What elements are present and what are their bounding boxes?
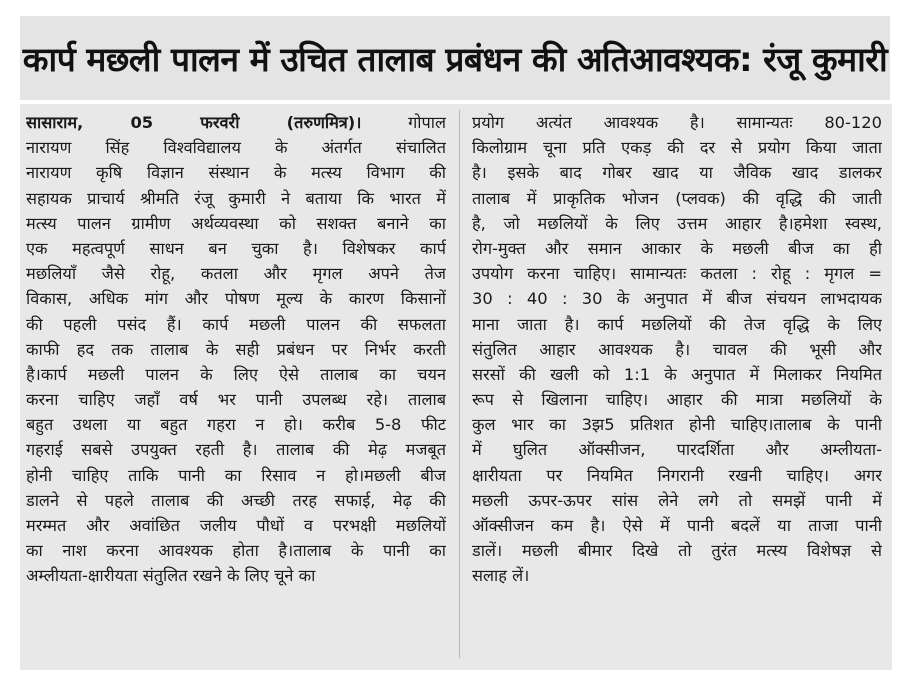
article-line: उपयोग करना चाहिए। सामान्यतः कतला : रोहू : मृगल =	[472, 264, 882, 284]
article-line: होनी चाहिए ताकि पानी का रिसाव न हो।मछली बीज	[26, 465, 446, 485]
article-line: में घुलित ऑक्सीजन, पारदर्शिता और अम्लीयता-	[472, 440, 882, 460]
article-line: नारायण सिंह विश्वविद्यालय के अंतर्गत संचालित	[26, 138, 446, 158]
article-line: अम्लीयता-क्षारीयता संतुलित रखने के लिए चूने का	[26, 566, 316, 586]
article-line: डालने से पहले तालाब की अच्छी तरह सफाई, मेढ़ की	[26, 490, 446, 510]
article-left-column	[26, 110, 446, 664]
article-dateline: सासाराम, 05 फरवरी (तरुणमित्र)।	[26, 113, 362, 132]
article-line: किलोग्राम चूना प्रति एकड़ की दर से प्रयोग किया जाता	[472, 138, 882, 158]
article-line: मछलियाँ जैसे रोहू, कतला और मृगल अपने तेज	[26, 264, 446, 284]
article-line: संतुलित आहार आवश्यक है। चावल की भूसी और	[472, 339, 882, 359]
article-line: रोग-मुक्त और समान आकार के मछली बीज का ही	[472, 238, 882, 258]
article-line: मत्स्य पालन ग्रामीण अर्थव्यवस्था को सशक्त बनाने का	[26, 213, 446, 233]
article-line: ऑक्सीजन कम है। ऐसे में पानी बदलें या ताजा पानी	[472, 516, 882, 535]
article-line: रूप से खिलाना चाहिए। आहार की मात्रा मछलियों के	[472, 390, 882, 410]
article-line: है।कार्प मछली पालन के लिए ऐसे तालाब का चयन	[26, 364, 446, 384]
article-line: करना चाहिए जहाँ वर्ष भर पानी उपलब्ध रहे। तालाब	[26, 390, 446, 410]
article-line: का नाश करना आवश्यक होता है।तालाब के पानी का	[26, 541, 446, 561]
article-line: विकास, अधिक मांग और पोषण मूल्य के कारण किसानों	[26, 289, 446, 309]
article-headline: कार्प मछली पालन में उचित तालाब प्रबंधन की अतिआवश्यक: रंजू कुमारी	[22, 40, 888, 79]
article-line: नारायण कृषि विज्ञान संस्थान के मत्स्य विभाग की	[26, 163, 446, 183]
article-line: गहराई सबसे उपयुक्त रहती है। तालाब की मेढ़ मजबूत	[26, 440, 446, 460]
article-line: 30 : 40 : 30 के अनुपात में बीज संचयन लाभदायक	[472, 289, 882, 309]
article-line: माना जाता है। कार्प मछलियों की तेज वृद्धि के लिए	[472, 314, 882, 334]
article-line: है, जो मछलियों के लिए उत्तम आहार है।हमेशा स्वस्थ,	[472, 213, 882, 233]
article-line: सलाह लें।	[472, 566, 530, 586]
article-line: काफी हद तक तालाब के सही प्रबंधन पर निर्भर करती	[26, 339, 446, 359]
column-divider	[459, 110, 460, 658]
article-line: डालें। मछली बीमार दिखे तो तुरंत मत्स्य विशेषज्ञ से	[472, 541, 882, 561]
article-line: है। इसके बाद गोबर खाद या जैविक खाद डालकर	[472, 163, 882, 183]
article-line: प्रयोग अत्यंत आवश्यक है। सामान्यतः 80-120	[472, 113, 882, 132]
article-line: एक महत्वपूर्ण साधन बन चुका है। विशेषकर कार्प	[26, 238, 446, 258]
article-line: कुल भार का 3झ5 प्रतिशत होनी चाहिए।तालाब के पानी	[472, 415, 882, 435]
article-line-text: गोपाल	[361, 113, 446, 132]
article-line: सहायक प्राचार्य श्रीमति रंजू कुमारी ने बताया कि भारत में	[26, 188, 446, 208]
article-line: की पहली पसंद हैं। कार्प मछली पालन की सफलता	[26, 314, 446, 334]
article-line: मरम्मत और अवांछित जलीय पौधों व परभक्षी मछलियों	[26, 516, 446, 535]
article-right-column	[472, 110, 882, 664]
article-line: तालाब में प्राकृतिक भोजन (प्लवक) की वृद्धि की जाती	[472, 188, 882, 208]
article-line: सरसों की खली को 1:1 के अनुपात में मिलाकर नियमित	[472, 364, 882, 384]
article-line	[26, 110, 446, 135]
article-line: मछली ऊपर-ऊपर सांस लेने लगे तो समझें पानी में	[472, 490, 882, 510]
article-line: क्षारीयता पर नियमित निगरानी रखनी चाहिए। अगर	[472, 465, 882, 485]
article-line: बहुत उथला या बहुत गहरा न हो। करीब 5-8 फीट	[26, 415, 446, 435]
